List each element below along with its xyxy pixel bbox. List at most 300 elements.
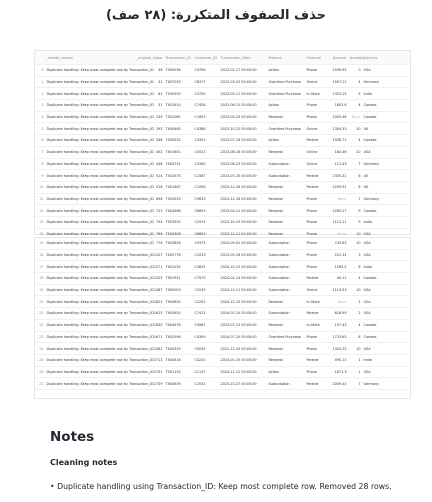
cell-amount: 1005.46 [332,115,347,120]
cell-country: Germany [363,381,380,386]
cell-delete-reason: Duplicate handling: Keep most complete row by Transaction_ID [46,276,154,281]
cell-row-index: 22 [39,323,44,328]
cell-transaction-id: TX02778 [165,253,181,258]
page-title: حذف الصفوف المتكررة: (٢٨ صف) [105,8,326,23]
cell-country: USA [363,231,371,236]
cell-transaction-date: 2024-11-12 00:00:00 [220,369,257,374]
cell-amount: 490.13 [334,358,347,363]
cell-original-index: 31 [158,80,163,85]
table-row[interactable] [35,250,410,262]
cell-amount: None [337,299,347,304]
cell-country: Canada [363,334,377,339]
cell-transaction-date: 2024-01-10 00:00:00 [220,311,257,316]
cell-quantity: 10 [356,241,361,246]
cell-channel: In-Store [306,323,320,328]
cell-product: Subscription [268,253,290,258]
column-header-customer-id[interactable]: Customer_ID [194,55,217,60]
cell-transaction-id: TX04630 [165,299,181,304]
table-row[interactable] [35,217,410,229]
cell-customer-id: C4220 [194,358,206,363]
cell-customer-id: C3825 [194,264,206,269]
cell-transaction-date: 2023-06-15 00:00:00 [220,103,257,108]
cell-quantity: 7 [358,381,361,386]
cell-original-index: 31 [158,103,163,108]
cell-transaction-id: TX00325 [165,346,181,351]
cell-customer-id: C1056 [194,185,206,190]
table-row[interactable] [35,296,410,308]
cell-transaction-id: TX01601 [165,150,181,155]
cell-transaction-date: 2023-06-25 00:00:00 [220,161,257,166]
cell-product: Overtime Purchase [268,126,301,131]
cell-quantity: 7 [358,161,361,166]
cell-channel: Phone [306,264,318,269]
cell-row-index: 18 [39,276,44,281]
cell-customer-id: C2202 [194,299,206,304]
column-header-amount[interactable]: Amount [332,55,347,60]
table-row[interactable] [35,147,410,159]
table-row[interactable] [35,88,410,100]
cell-row-index: 8 [41,161,44,166]
cell-customer-id: C1653 [194,115,206,120]
cell-quantity: 10 [356,346,361,351]
cell-original-index: 1671 [153,334,163,339]
cell-customer-id: C1137 [194,369,206,374]
cell-delete-reason: Duplicate handling: Keep most complete row by Transaction_ID [46,80,154,85]
cell-channel: Partner [306,173,319,178]
table-row[interactable] [35,343,410,355]
cell-product: Action [268,103,280,108]
cell-transaction-id: TX02596 [165,334,181,339]
cell-transaction-date: 2023-05-18 00:00:00 [220,253,257,258]
cell-delete-reason: Duplicate handling: Keep most complete row by Transaction_ID [46,381,154,386]
cell-customer-id: C3750 [194,91,206,96]
cell-quantity: 4 [358,323,361,328]
cell-customer-id: C8377 [194,80,206,85]
table-row[interactable] [35,123,410,135]
cell-product: Renewal [268,231,283,236]
cell-product: Renewal [268,115,283,120]
cell-country: USA [363,253,371,258]
cell-original-index: 402 [156,150,163,155]
cell-row-index: 26 [39,369,44,374]
table-row[interactable] [35,77,410,89]
table-row[interactable] [35,355,410,367]
cell-transaction-date: 2023-07-12 00:00:00 [220,323,257,328]
table-row[interactable] [35,238,410,250]
cell-delete-reason: Duplicate handling: Keep most complete row by Transaction_ID [46,91,154,96]
cell-country: Canada [363,138,377,143]
cell-country: USA [363,299,371,304]
table-row[interactable] [35,332,410,344]
cell-channel: Partner [306,138,319,143]
cell-channel: Partner [306,276,319,281]
cell-country: Canada [363,115,377,120]
cell-channel: Online [306,161,318,166]
cell-product: Action [268,68,280,73]
cell-delete-reason: Duplicate handling: Keep most complete row by Transaction_ID [46,241,154,246]
column-header-country[interactable]: Country [363,55,378,60]
cell-amount: None [337,196,347,201]
table-row[interactable] [35,285,410,297]
cell-transaction-date: 2024-01-14 00:00:00 [220,276,257,281]
table-row[interactable] [35,100,410,112]
cell-transaction-date: 2022-12-19 00:00:00 [220,346,257,351]
cell-row-index: 27 [39,381,44,386]
cell-amount: 1803.6 [334,103,347,108]
cell-original-index: 776 [156,241,163,246]
cell-amount: 1304.33 [332,126,347,131]
cell-transaction-date: 2023-03-25 00:00:00 [220,80,257,85]
cell-row-index: 17 [39,264,44,269]
cell-row-index: 7 [41,150,44,155]
cell-delete-reason: Duplicate handling: Keep most complete row by Transaction_ID [46,103,154,108]
cell-transaction-date: 2023-08-18 00:00:00 [220,150,257,155]
table-row[interactable] [35,112,410,124]
cell-delete-reason: Duplicate handling: Keep most complete row by Transaction_ID [46,288,154,293]
cell-country: USA [363,288,371,293]
cell-channel: Online [306,288,318,293]
cell-transaction-date: 2023-12-11 00:00:00 [220,231,257,236]
column-header-original-index[interactable]: _original_index [136,55,163,60]
cell-quantity: 4 [358,276,361,281]
cell-transaction-id: TX01921 [165,276,181,281]
cell-transaction-date: 2023-12-16 00:00:00 [220,185,257,190]
cell-customer-id: C4386 [194,126,206,131]
cell-row-index: 3 [41,103,44,108]
column-header-transaction-date[interactable]: Transaction_Date [220,55,251,60]
table-row[interactable] [35,65,410,77]
cell-customer-id: C4706 [194,68,206,73]
cell-delete-reason: Duplicate handling: Keep most complete row by Transaction_ID [46,138,154,143]
cell-amount: 743.63 [334,241,347,246]
table-row[interactable] [35,159,410,171]
cell-quantity: 6 [358,185,361,190]
table-row[interactable] [35,261,410,273]
cell-country: USA [363,369,371,374]
cell-customer-id: C8653 [194,208,206,213]
cell-transaction-date: 2023-04-12 00:00:00 [220,208,257,213]
cell-channel: In-Store [306,91,320,96]
cell-amount: None [337,231,347,236]
cell-quantity: 1 [358,369,361,374]
cell-quantity: None [351,115,361,120]
cell-channel: Phone [306,115,318,120]
cell-channel: Phone [306,196,318,201]
cell-delete-reason: Duplicate handling: Keep most complete row by Transaction_ID [46,220,154,225]
cell-amount: 1303.25 [332,346,347,351]
cell-transaction-id: TX01610 [165,103,181,108]
cell-quantity: 6 [358,264,361,269]
cell-quantity: 4 [358,80,361,85]
table-row[interactable] [35,378,410,390]
cell-transaction-date: 2023-12-18 00:00:00 [220,196,257,201]
cell-transaction-date: 2023-10-22 00:00:00 [220,126,257,131]
cell-product: Overtime Purchase [268,91,301,96]
cell-original-index: 514 [156,173,163,178]
cell-transaction-id: TX04306 [165,231,181,236]
cell-customer-id: C2532 [194,381,206,386]
table-row[interactable] [35,182,410,194]
cell-product: Renewal [268,220,283,225]
cell-product: Renewal [268,323,283,328]
cell-delete-reason: Duplicate handling: Keep most complete row by Transaction_ID [46,68,154,73]
cell-transaction-id: TX00593 [165,91,181,96]
cell-original-index: 696 [156,196,163,201]
cell-amount: 1597.22 [332,80,347,85]
cell-quantity: 10 [356,126,361,131]
cell-quantity: 4 [358,138,361,143]
cell-customer-id: C2915 [194,220,206,225]
cell-original-index: 518 [156,185,163,190]
table-row[interactable] [35,194,410,206]
cell-channel: Partner [306,185,319,190]
cell-transaction-date: 2023-07-20 00:00:00 [220,173,257,178]
cell-row-index: 11 [39,196,44,201]
cell-transaction-id: TX03620 [165,311,181,316]
cell-transaction-date: 2023-10-27 00:00:00 [220,381,257,386]
column-header-product[interactable]: Product [268,55,282,60]
cell-original-index: 713 [156,208,163,213]
cell-country: Germany [363,161,380,166]
cell-delete-reason: Duplicate handling: Keep most complete row by Transaction_ID [46,126,154,131]
cell-amount: 618.99 [334,311,347,316]
cell-product: Subscription [268,241,290,246]
cell-amount: 1263.27 [332,208,347,213]
cell-transaction-id: TX00003 [165,288,181,293]
cell-country: India [363,358,372,363]
cell-row-index: 0 [41,68,44,73]
cell-delete-reason: Duplicate handling: Keep most complete row by Transaction_ID [46,173,154,178]
cell-country: India [363,91,372,96]
cell-delete-reason: Duplicate handling: Keep most complete row by Transaction_ID [46,150,154,155]
cell-delete-reason: Duplicate handling: Keep most complete row by Transaction_ID [46,161,154,166]
cell-channel: Phone [306,253,318,258]
cell-original-index: 346 [156,138,163,143]
cell-amount: 222.34 [334,253,347,258]
cell-original-index: 139 [156,115,163,120]
cell-row-index: 6 [41,138,44,143]
cell-original-index: 83 [158,91,163,96]
table-row[interactable] [35,205,410,217]
cell-product: Subscription [268,288,290,293]
cell-original-index: 1271 [153,264,163,269]
table-header-row [35,51,410,65]
cell-channel: Online [306,80,318,85]
cell-country: USA [363,150,371,155]
removed-rows-table-bottom[interactable] [34,237,411,399]
cell-delete-reason: Duplicate handling: Keep most complete row by Transaction_ID [46,369,154,374]
cell-customer-id: C7570 [194,276,206,281]
cell-amount: 1293.91 [332,185,347,190]
cell-delete-reason: Duplicate handling: Keep most complete row by Transaction_ID [46,264,154,269]
cell-transaction-id: TX04476 [165,323,181,328]
cell-amount: 1263.5 [334,264,347,269]
cell-product: Subscription [268,276,290,281]
cell-transaction-id: TX03330 [165,220,181,225]
cell-customer-id: C7458 [194,103,206,108]
table-row[interactable] [35,367,410,379]
cell-original-index: 1582 [153,346,163,351]
cell-transaction-id: TX03826 [165,241,181,246]
cell-product: Renewal [268,299,283,304]
cell-customer-id: C2033 [194,253,206,258]
cell-quantity: 3 [358,253,361,258]
cell-customer-id: C7412 [194,311,206,316]
cell-amount: 40.12 [336,276,347,281]
cell-channel: Phone [306,103,318,108]
cell-row-index: 1 [41,80,44,85]
cell-amount: 1938.72 [332,138,347,143]
cell-transaction-id: TX00532 [165,138,181,143]
cell-amount: 1305.31 [332,173,347,178]
cell-country: Germany [363,80,380,85]
cell-amount: 1113.11 [332,220,347,225]
cell-customer-id: C4561 [194,323,206,328]
cell-transaction-date: 2024-09-02 00:00:00 [220,241,257,246]
cell-transaction-id: TX01133 [165,369,181,374]
cell-row-index: 19 [39,288,44,293]
cell-channel: Partner [306,311,319,316]
cell-row-index: 2 [41,91,44,96]
cell-quantity: 2 [358,299,361,304]
cell-delete-reason: Duplicate handling: Keep most complete row by Transaction_ID [46,185,154,190]
cell-channel: Partner [306,358,319,363]
cell-delete-reason: Duplicate handling: Keep most complete row by Transaction_ID [46,311,154,316]
cell-row-index: 12 [39,208,44,213]
column-header-channel[interactable]: Channel [306,55,321,60]
cell-transaction-date: 2023-07-16 00:00:00 [220,138,257,143]
cell-amount: 197.43 [334,323,347,328]
cell-original-index: 1623 [153,299,163,304]
cleaning-notes-subheading: Cleaning notes [50,458,118,467]
cell-original-index: 766 [156,231,163,236]
cell-delete-reason: Duplicate handling: Keep most complete row by Transaction_ID [46,208,154,213]
cell-row-index: 15 [39,241,44,246]
cell-transaction-date: 2024-07-20 00:00:00 [220,334,257,339]
cell-original-index: 446 [156,161,163,166]
cell-customer-id: C9375 [194,241,206,246]
cell-country: Canada [363,323,377,328]
cell-row-index: 10 [39,185,44,190]
table-row[interactable] [35,273,410,285]
cell-row-index: 25 [39,358,44,363]
cell-country: USA [363,346,371,351]
cell-transaction-id: TX01467 [165,185,181,190]
cell-original-index: 1731 [153,369,163,374]
cell-product: Overtime Purchase [268,80,301,85]
cell-quantity: 9 [358,220,361,225]
cell-product: Renewal [268,346,283,351]
cell-product: Subscription [268,264,290,269]
cell-original-index: 1625 [153,311,163,316]
cell-quantity: 6 [358,334,361,339]
cell-product: Subscription [268,381,290,386]
cell-quantity: 10 [356,150,361,155]
cell-country: UK [363,173,369,178]
cell-delete-reason: Duplicate handling: Keep most complete row by Transaction_ID [46,253,154,258]
cell-delete-reason: Duplicate handling: Keep most complete row by Transaction_ID [46,346,154,351]
cell-transaction-id: TX04731 [165,161,181,166]
cell-quantity: 4 [358,103,361,108]
table-row[interactable] [35,308,410,320]
table-row[interactable] [35,135,410,147]
cell-channel: In-Store [306,299,320,304]
cell-channel: Phone [306,241,318,246]
cell-row-index: 13 [39,220,44,225]
cell-quantity: 5 [358,91,361,96]
cell-channel: Online [306,150,318,155]
cell-amount: 111.43 [334,161,347,166]
cell-original-index: 195 [156,126,163,131]
cell-customer-id: C5035 [194,346,206,351]
cell-product: Renewal [268,150,283,155]
cell-transaction-date: 2023-10-15 00:00:00 [220,220,257,225]
cell-delete-reason: Duplicate handling: Keep most complete row by Transaction_ID [46,231,154,236]
cell-country: India [363,220,372,225]
column-header-delete-reason[interactable]: _delete_reason [46,55,73,60]
table-row[interactable] [35,320,410,332]
cell-transaction-date: 2023-05-11 00:00:00 [220,91,257,96]
cell-quantity: 6 [358,173,361,178]
cell-product: Overtime Purchase [268,334,301,339]
cell-quantity: 10 [356,231,361,236]
cell-delete-reason: Duplicate handling: Keep most complete row by Transaction_ID [46,115,154,120]
cell-row-index: 23 [39,334,44,339]
cell-country: Canada [363,208,377,213]
column-header-quantity[interactable]: Quantity [349,55,365,60]
cell-country: USA [363,68,371,73]
cell-customer-id: C4353 [194,138,206,143]
cell-transaction-date: 2023-01-17 00:00:00 [220,68,257,73]
cell-customer-id: C3160 [194,161,206,166]
cell-channel: Phone [306,334,318,339]
cleaning-note-item: • Duplicate handling using Transaction_ID: Keep most complete row. Removed 28 rows. [50,482,392,491]
cell-country: Canada [363,276,377,281]
cell-country: Germany [363,196,380,201]
cell-transaction-id: TX03033 [165,196,181,201]
cell-row-index: 5 [41,126,44,131]
cell-customer-id: C2039 [194,288,206,293]
cell-row-index: 21 [39,311,44,316]
cell-country: India [363,264,372,269]
removed-rows-table-top[interactable] [34,50,411,235]
cell-transaction-date: 2024-01-10 00:00:00 [220,358,257,363]
cell-product: Action [268,138,280,143]
cell-channel: Phone [306,231,318,236]
cell-amount: 1119.53 [332,288,347,293]
cell-row-index: 24 [39,346,44,351]
cell-transaction-id: TX00465 [165,126,181,131]
cell-delete-reason: Duplicate handling: Keep most complete row by Transaction_ID [46,358,154,363]
cell-country: USA [363,311,371,316]
cell-transaction-date: 2024-10-15 00:00:00 [220,264,257,269]
cell-original-index: 1325 [153,276,163,281]
cell-transaction-id: TX04466 [165,208,181,213]
cell-channel: Online [306,126,318,131]
cell-delete-reason: Duplicate handling: Keep most complete row by Transaction_ID [46,196,154,201]
cell-transaction-id: TX01062 [165,115,181,120]
cell-product: Action [268,369,280,374]
cell-product: Renewal [268,196,283,201]
table-row[interactable] [35,170,410,182]
cell-transaction-id: TX07035 [165,80,181,85]
cell-customer-id: C6653 [194,231,206,236]
cell-quantity: 0 [358,68,361,73]
notes-heading: Notes [50,429,95,445]
cell-transaction-id: TX01032 [165,264,181,269]
cell-amount: 1009.43 [332,381,347,386]
column-header-transaction-id[interactable]: Transaction_ID [165,55,191,60]
